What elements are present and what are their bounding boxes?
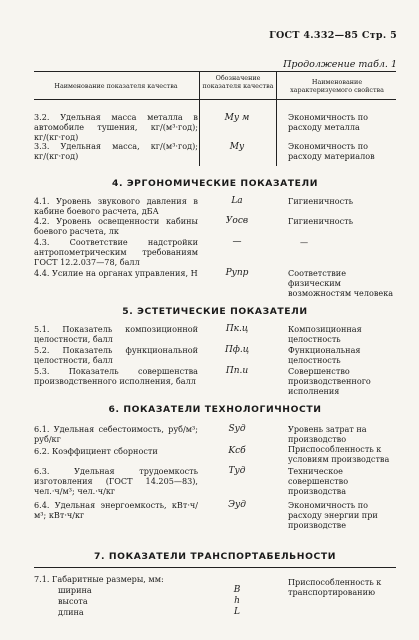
indicator-property: Гигиеничность <box>288 216 354 226</box>
indicator-symbol: Pупр <box>225 268 249 278</box>
indicator-name: 7.1. Габаритные размеры, мм: <box>34 574 164 584</box>
section-title: 5. ЭСТЕТИЧЕСКИЕ ПОКАЗАТЕЛИ <box>122 306 308 317</box>
dimension-length-label: длина <box>58 607 84 617</box>
column-header-name: Наименование показателя качества <box>54 82 178 90</box>
indicator-name: 6.4. Удельная энергоемкость, кВт·ч/м³; кВт·ч/кг <box>34 500 198 521</box>
indicator-property: Экономичность по расходу материалов <box>288 141 375 162</box>
indicator-symbol: Mу <box>229 142 245 152</box>
page-header: ГОСТ 4.332—85 Стр. 5 <box>269 30 397 41</box>
indicator-symbol: Пк.ц <box>225 324 249 334</box>
indicator-symbol: Пф.ц <box>224 345 250 355</box>
indicator-name: 5.3. Показатель совершенства производственного исполнения, балл <box>34 366 198 387</box>
indicator-property: Соответствие физическим возможностям человека <box>288 268 394 299</box>
table-continuation-label: Продолжение табл. 1 <box>283 59 397 70</box>
table-top-rule <box>34 71 396 72</box>
indicator-name: 6.2. Коэффициент сборности <box>34 446 158 456</box>
indicator-name: 4.1. Уровень звукового давления в кабине боевого расчета, дБА <box>34 196 198 217</box>
indicator-name: 6.3. Удельная трудоемкость изготовления (ГОСТ 14.205—83), чел.·ч/м³; чел.·ч/кг <box>34 466 198 497</box>
indicator-property: Функциональная целостность <box>288 345 361 366</box>
indicator-property: Техническое совершенство производства <box>288 466 349 497</box>
indicator-name: 4.2. Уровень освещенности кабины боевого расчета, лк <box>34 216 198 237</box>
section-title: 6. ПОКАЗАТЕЛИ ТЕХНОЛОГИЧНОСТИ <box>108 404 322 415</box>
indicator-symbol: L <box>234 607 240 617</box>
indicator-property: Экономичность по расходу металла <box>288 112 368 133</box>
indicator-symbol: Tуд <box>228 466 246 476</box>
indicator-symbol: Sуд <box>228 424 246 434</box>
column-header-symbol: Обозначение показателя качества <box>202 74 274 90</box>
dimension-height-label: высота <box>58 596 88 606</box>
indicator-symbol: h <box>234 596 240 606</box>
indicator-property: Композиционная целостность <box>288 324 362 345</box>
indicator-symbol: Mу м <box>224 113 250 123</box>
indicator-property: Приспособленность к условиям производства <box>288 444 390 465</box>
indicator-property: Экономичность по расходу энергии при производстве <box>288 500 378 531</box>
indicator-symbol: Kсб <box>228 446 246 456</box>
section-rule <box>34 567 396 568</box>
indicator-property: — <box>300 237 309 247</box>
indicator-name: 3.2. Удельная масса металла в автомобиле тушения, кг/(м³·год); кг/(кг·год) <box>34 112 198 143</box>
column-header-property: Наименование характеризуемого свойства <box>290 78 384 94</box>
indicator-property: Уровень затрат на производство <box>288 424 367 445</box>
indicator-symbol: Уосв <box>225 216 249 226</box>
indicator-property: Гигиеничность <box>288 196 354 206</box>
indicator-name: 5.2. Показатель функциональной целостности, балл <box>34 345 198 366</box>
indicator-symbol: Эуд <box>228 500 246 510</box>
table-header-rule <box>34 99 396 100</box>
indicator-symbol: — <box>232 237 242 247</box>
column-divider <box>276 71 277 166</box>
section-title: 4. ЭРГОНОМИЧЕСКИЕ ПОКАЗАТЕЛИ <box>111 178 319 189</box>
indicator-symbol: Lа <box>231 196 243 206</box>
indicator-name: 5.1. Показатель композиционной целостности, балл <box>34 324 198 345</box>
indicator-name: 6.1. Удельная себестоимость, руб/м³; руб/кг <box>34 424 198 445</box>
section-title: 7. ПОКАЗАТЕЛИ ТРАНСПОРТАБЕЛЬНОСТИ <box>94 551 336 562</box>
dimension-width-label: ширина <box>58 585 92 595</box>
indicator-property: Приспособленность к транспортированию <box>288 577 382 598</box>
indicator-name: 4.4. Усилие на органах управления, Н <box>34 268 198 278</box>
indicator-name: 3.3. Удельная масса, кг/(м³·год); кг/(кг·год) <box>34 141 198 162</box>
indicator-property: Совершенство производственного исполнения <box>288 366 371 397</box>
indicator-symbol: B <box>233 585 241 595</box>
indicator-name: 4.3. Соответствие надстройки антропометрическим требованиям ГОСТ 12.2.037—78, балл <box>34 237 198 268</box>
indicator-symbol: Пп.и <box>225 366 249 376</box>
